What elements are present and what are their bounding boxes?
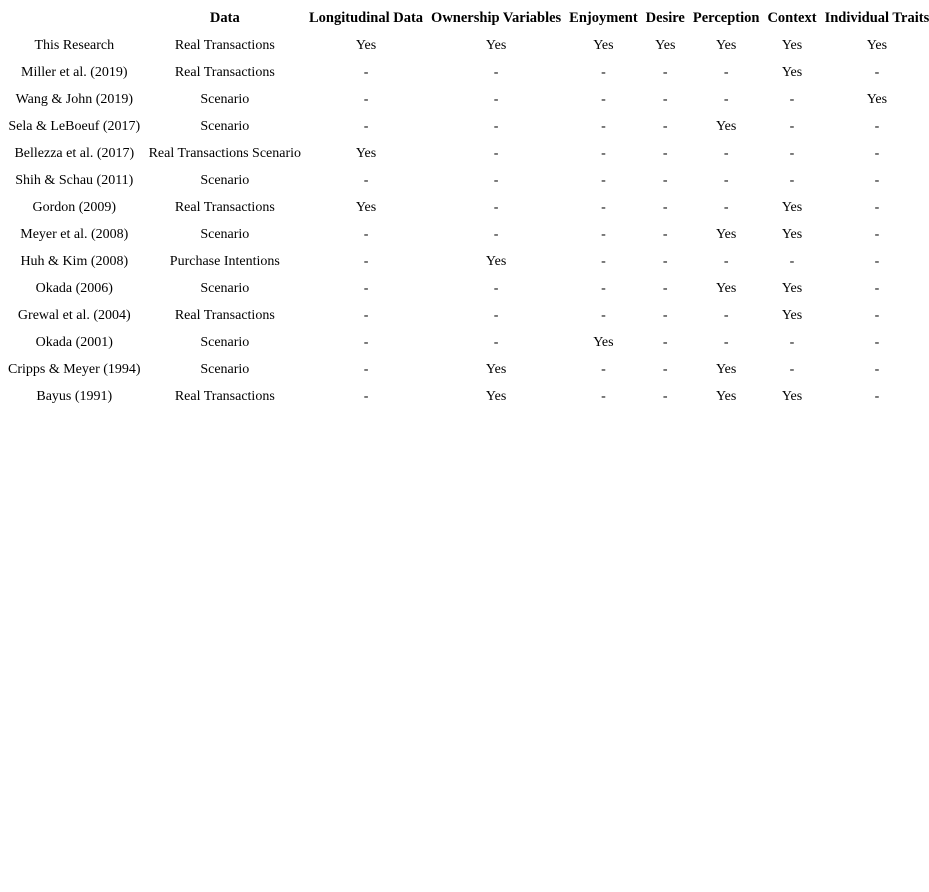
header-context: Context: [767, 9, 817, 26]
cell-enjoyment: -: [601, 388, 606, 404]
cell-context: -: [789, 253, 795, 269]
cell-context: -: [789, 145, 795, 161]
cell-context: Yes: [781, 280, 803, 296]
cell-individual-traits: -: [874, 226, 880, 242]
cell-longitudinal-data: -: [363, 172, 369, 188]
cell-enjoyment: Yes: [593, 334, 614, 350]
cell-individual-traits: -: [874, 172, 880, 188]
cell-perception: -: [723, 91, 729, 107]
table-row: [4, 248, 929, 275]
cell-perception: -: [723, 64, 729, 80]
table-body: [4, 32, 929, 410]
table-row: [4, 140, 929, 167]
cell-desire: -: [662, 172, 668, 188]
cell-study: Meyer et al. (2008): [20, 226, 129, 242]
table-row: [4, 356, 929, 383]
cell-perception: -: [723, 199, 729, 215]
cell-desire: -: [662, 307, 668, 323]
cell-context: Yes: [781, 37, 803, 53]
cell-context: -: [789, 361, 795, 377]
cell-longitudinal-data: -: [363, 334, 369, 350]
cell-desire: -: [662, 361, 668, 377]
cell-enjoyment: -: [601, 172, 606, 188]
cell-individual-traits: Yes: [866, 91, 888, 107]
cell-desire: -: [662, 118, 668, 134]
cell-desire: -: [662, 388, 668, 404]
header-row: [4, 4, 929, 32]
cell-individual-traits: -: [874, 334, 880, 350]
cell-perception: Yes: [715, 280, 737, 296]
cell-longitudinal-data: -: [363, 118, 369, 134]
cell-ownership-variables: -: [493, 334, 499, 350]
cell-ownership-variables: -: [493, 91, 499, 107]
cell-ownership-variables: -: [493, 118, 499, 134]
cell-longitudinal-data: -: [363, 253, 369, 269]
cell-individual-traits: -: [874, 145, 880, 161]
cell-study: Bayus (1991): [36, 388, 113, 404]
header-individual-traits: Individual Traits: [824, 9, 929, 26]
cell-context: -: [789, 172, 795, 188]
cell-ownership-variables: -: [493, 64, 499, 80]
cell-ownership-variables: Yes: [485, 253, 507, 269]
table-header: [4, 4, 929, 32]
cell-longitudinal-data: -: [363, 226, 369, 242]
header-ownership-variables: Ownership Variables: [431, 9, 562, 26]
cell-perception: Yes: [715, 37, 737, 53]
cell-enjoyment: -: [601, 307, 606, 323]
table-row: [4, 113, 929, 140]
cell-perception: -: [723, 307, 729, 323]
cell-study: Huh & Kim (2008): [20, 253, 129, 269]
cell-data-type: Real Transactions Scenario: [148, 145, 302, 161]
cell-data-type: Real Transactions: [174, 64, 275, 80]
cell-study: Gordon (2009): [32, 199, 117, 215]
cell-data-type: Real Transactions: [174, 199, 275, 215]
cell-data-type: Real Transactions: [174, 388, 275, 404]
cell-ownership-variables: -: [493, 307, 499, 323]
cell-ownership-variables: Yes: [485, 388, 507, 404]
cell-data-type: Purchase Intentions: [169, 253, 280, 269]
cell-enjoyment: -: [601, 226, 606, 242]
cell-context: Yes: [781, 388, 803, 404]
cell-individual-traits: -: [874, 118, 880, 134]
table-row: [4, 32, 929, 59]
table-row: [4, 329, 929, 356]
cell-ownership-variables: -: [493, 280, 499, 296]
cell-longitudinal-data: Yes: [355, 199, 377, 215]
cell-longitudinal-data: -: [363, 91, 369, 107]
cell-data-type: Scenario: [200, 334, 250, 350]
cell-study: Wang & John (2019): [15, 91, 134, 107]
cell-desire: -: [662, 334, 668, 350]
cell-enjoyment: -: [601, 199, 606, 215]
cell-longitudinal-data: -: [363, 64, 369, 80]
cell-perception: Yes: [715, 118, 737, 134]
cell-data-type: Real Transactions: [174, 307, 275, 323]
cell-longitudinal-data: -: [363, 361, 369, 377]
cell-context: Yes: [781, 307, 803, 323]
header-perception: Perception: [692, 9, 760, 26]
cell-ownership-variables: -: [493, 199, 499, 215]
cell-ownership-variables: -: [493, 172, 499, 188]
table-row: [4, 194, 929, 221]
cell-desire: -: [662, 253, 668, 269]
cell-individual-traits: -: [874, 253, 880, 269]
cell-context: -: [789, 91, 795, 107]
table-row: [4, 383, 929, 410]
cell-ownership-variables: -: [493, 226, 499, 242]
table-row: [4, 221, 929, 248]
cell-study: Miller et al. (2019): [21, 64, 128, 80]
cell-study: Okada (2006): [35, 280, 113, 296]
cell-data-type: Scenario: [200, 226, 250, 242]
cell-data-type: Scenario: [200, 118, 250, 134]
cell-study: Grewal et al. (2004): [17, 307, 131, 323]
cell-context: Yes: [781, 199, 803, 215]
cell-enjoyment: -: [601, 145, 606, 161]
cell-enjoyment: -: [601, 118, 606, 134]
cell-desire: -: [662, 91, 668, 107]
header-data: Data: [209, 9, 240, 26]
cell-enjoyment: -: [601, 64, 606, 80]
cell-individual-traits: -: [874, 361, 880, 377]
cell-study: Cripps & Meyer (1994): [8, 361, 141, 377]
cell-ownership-variables: Yes: [485, 37, 507, 53]
cell-data-type: Real Transactions: [174, 37, 275, 53]
cell-desire: -: [662, 226, 668, 242]
header-desire: Desire: [645, 9, 685, 26]
cell-individual-traits: -: [874, 388, 880, 404]
table-row: [4, 86, 929, 113]
cell-study: Shih & Schau (2011): [15, 172, 134, 188]
cell-individual-traits: -: [874, 64, 880, 80]
cell-enjoyment: -: [601, 253, 606, 269]
cell-context: -: [789, 118, 795, 134]
header-enjoyment: Enjoyment: [569, 9, 638, 26]
cell-study: Okada (2001): [35, 334, 113, 350]
cell-desire: -: [662, 145, 668, 161]
table-row: [4, 302, 929, 329]
cell-study: Bellezza et al. (2017): [14, 145, 135, 161]
cell-context: Yes: [781, 226, 803, 242]
cell-data-type: Scenario: [200, 91, 250, 107]
cell-data-type: Scenario: [200, 361, 250, 377]
cell-data-type: Scenario: [200, 280, 250, 296]
table-row: [4, 275, 929, 302]
cell-ownership-variables: Yes: [485, 361, 507, 377]
cell-perception: -: [723, 145, 729, 161]
cell-perception: -: [723, 334, 729, 350]
literature-comparison-table: [4, 4, 929, 410]
cell-data-type: Scenario: [200, 172, 250, 188]
cell-ownership-variables: -: [493, 145, 499, 161]
cell-desire: -: [662, 280, 668, 296]
cell-perception: Yes: [715, 361, 737, 377]
cell-longitudinal-data: Yes: [355, 37, 377, 53]
cell-longitudinal-data: Yes: [355, 145, 377, 161]
cell-perception: Yes: [715, 226, 737, 242]
cell-enjoyment: Yes: [593, 37, 614, 53]
cell-longitudinal-data: -: [363, 307, 369, 323]
cell-longitudinal-data: -: [363, 388, 369, 404]
cell-longitudinal-data: -: [363, 280, 369, 296]
cell-study: Sela & LeBoeuf (2017): [8, 118, 141, 134]
cell-individual-traits: -: [874, 307, 880, 323]
table-row: [4, 59, 929, 86]
cell-enjoyment: -: [601, 361, 606, 377]
cell-context: Yes: [781, 64, 803, 80]
cell-context: -: [789, 334, 795, 350]
cell-perception: -: [723, 172, 729, 188]
cell-enjoyment: -: [601, 91, 606, 107]
cell-desire: -: [662, 199, 668, 215]
table-row: [4, 167, 929, 194]
cell-desire: -: [662, 64, 668, 80]
cell-perception: Yes: [715, 388, 737, 404]
header-study: [4, 4, 145, 32]
cell-desire: Yes: [655, 37, 676, 53]
cell-study: This Research: [34, 37, 115, 53]
cell-individual-traits: -: [874, 280, 880, 296]
cell-individual-traits: -: [874, 199, 880, 215]
cell-enjoyment: -: [601, 280, 606, 296]
cell-perception: -: [723, 253, 729, 269]
cell-individual-traits: Yes: [866, 37, 888, 53]
header-longitudinal-data: Longitudinal Data: [309, 9, 424, 26]
